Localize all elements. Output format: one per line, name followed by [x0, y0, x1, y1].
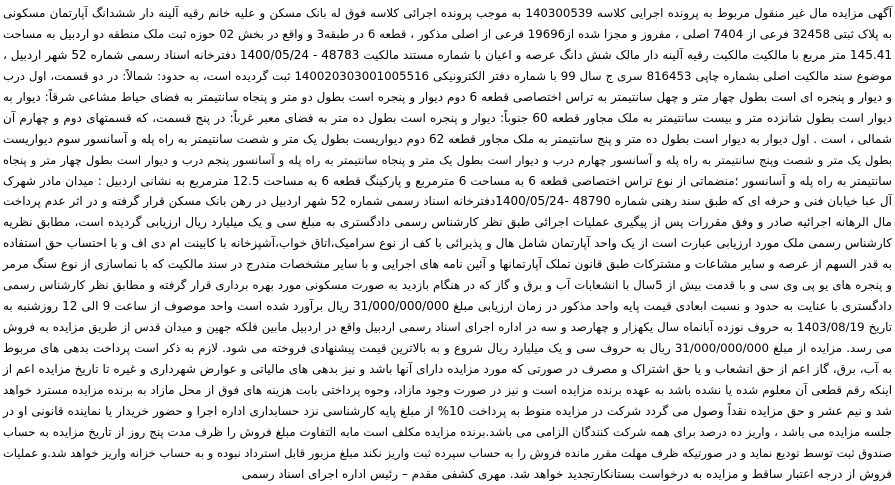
notice-line-10: آل عبا خیابان فنی و حرفه ای که طبق سند رهنی شماره 48790 -1400/05/24دفترخانه اسناد رسمی شماره 52 شهر اردبیل در رهن بانک مسکن قرار گرفته و در اثر عدم پرداخت [3, 194, 892, 209]
notice-line-13: به قدر السهم از عرصه و سایر مشاعات و مشترکات طبق قانون تملک آپارتمانها و آئین نامه های اجرایی و با سایر مشخصات مندرج در سند مالکیت که با نماسازی از نوع سنگ مرمر [2, 257, 892, 272]
notice-line-21: جلسه مزایده می باشد ، واریز ده درصد برای همه شرکت کنندگان الزامی می باشد.برنده مزایده مکلف است مابه التفاوت مبلغ فروش را ظرف مدت پنج روز از تاریخ مزایده به حساب [3, 424, 892, 439]
notice-line-2: به پلاک ثبتی 32458 فرعی از 7404 اصلی ، مفروز و مجزا شده از19696 فرعی از اصلی مذکور ، قطعه 6 در طبقه3 و واقع در بخش 02 حوزه ثبت ملک منطقه دو اردبیل به مساحت [3, 26, 892, 41]
notice-line-14: و پنجره های یو پی وی سی و با قدمت بیش از 5سال با انشعابات آب و برق و گاز که در هنگام بازدید به صورت مسکونی مورد بهره برداری قرار گرفته و مطابق نظر کارشناس رسمی [3, 278, 892, 293]
notice-line-17: می رسد. مزایده از مبلغ 31/000/000/000 ریال به حروف سی و یک میلیارد ریال شروع و به بالاترین قیمت پیشنهادی فروخته می شود. لازم به ذکر است پرداخت بدهی های مربوط [3, 341, 892, 355]
notice-line-5: و دیوار و پنجره ای است بطول چهار متر و چهل سانتیمتر به تراس اختصاصی قطعه 6 دوم دیوار و پنجره است بطول دو متر و پنجاه سانتیمتر به فضای حیاط مشاعی شرقاً: دیوار به [3, 89, 892, 104]
notice-line-19: اینکه رقم قطعی آن معلوم شده یا نشده باشد به عهده برنده مزایده است و نیز در صورت وجود مازاد، وجوه پرداختی بابت هزینه های فوق از محل مازاد به برنده مزایده مسترد خواهد [3, 382, 892, 397]
notice-line-15: دادگستری با عنایت به حدود و نسبت ابعادی قیمت پایه واحد مذکور در زمان ارزیابی مبلغ 31/000/000/000 ریال برآورد شده است واحد موصوف از ساعت 9 الی 12 روزشنبه به [3, 299, 892, 314]
notice-line-8: بطول یک متر و شصت وپنج سانتیمتر به راه پله و آسانسور چهارم درب و دیوار است بطول یک متر و پنجاه سانتیمتر به راه پله و آسانسور پنجم درب و دیوار است بطول چهار متر و پنجاه [3, 152, 892, 167]
notice-line-1: آگهی مزایده مال غیر منقول مربوط به پرونده اجرایی کلاسه 140300539 به موجب پرونده اجرائی کلاسه فوق له بانک مسکن و علیه خانم رقیه آلینه دار ششدانگ آپارتمان مسکونی [3, 6, 892, 20]
notice-line-16: تاریخ 1403/08/19 به حروف نوزده آبانماه سال یکهزار و چهارصد و سه در اداره اجرای اسناد رسمی اردبیل واقع در اردبیل مابین فلکه جهین و میدان قدس از طریق مزایده به فروش [3, 320, 892, 335]
notice-line-3: 145.41 متر مربع با مالکیت مالکیت رقیه آلینه دار مالک شش دانگ عرصه و اعیان با شماره مستند مالکیت 48783 - 1400/05/24 دفترخانه اسناد رسمی شماره 52 شهر اردبیل ، [3, 47, 892, 62]
notice-line-6: دیوار است بطول شانزده متر و بیست سانتیمتر به ملک مجاور قطعه 60 جنوباً: دیوار و پنجره است بطول ده متر به فضای معبر غرباً: در پنج قسمت، که قسمتهای دوم و چهارم آن [3, 110, 893, 125]
notice-line-22: صندوق ثبت توسط تودیع نماید و در صورتیکه ظرف مهلت مقرر مانده فروش را به حساب سپرده ثبت واریز نکند مبلغ مزبور قابل استرداد نبوده و به حساب خزانه واریز خواهد شد.و عملیات [2, 445, 892, 460]
notice-line-18: به آب، برق، گاز اعم از حق انشعاب و یا حق اشتراک و مصرف در صورتی که مورد مزایده دارای آنها باشد و نیز بدهی های مالیاتی و عوارض شهرداری و غیره تا تاریخ مزایده اعم از [3, 361, 892, 376]
notice-line-7: شمالی ، است . اول دیوار به دیوار است بطول ده متر و پنج سانتیمتر به ملک مجاور قطعه 62 دوم دیواریست بطول یک متر و شصت سانتیمتر به راه پله و آسانسور سوم دیواریست [3, 131, 892, 146]
notice-line-4: موضوع سند مالکیت اصلی بشماره چاپی 816453 سری ج سال 99 با شماره دفتر الکترونیکی 140020303001005516 ثبت گردیده است، به حدود: شمالاً: در دو قسمت، اول درب [3, 68, 892, 83]
notice-line-20: شد و نیم عشر و حق مزایده نقداً وصول می گردد شرکت در مزایده منوط به پرداخت 10% از مبلغ پایه کارشناسی نزد حسابداری اداره اجرا و حضور خریدار یا نماینده قانونی او در [3, 403, 892, 418]
notice-document [2, 3, 893, 481]
notice-line-12: کارشناس رسمی ملک مورد ارزیابی عبارت است از یک واحد آپارتمان شامل هال و پذیرائی با کف از نوع سرامیک،اتاق خواب،آشپزخانه با کابینت ام دی اف و با احتساب حق استفاده [3, 236, 892, 251]
notice-line-23: فروش از درجه اعتبار ساقط و مزایده به درخواست بستانکارتجدید خواهد شد. مهری کشفی مقدم – رئیس اداره اجرای اسناد رسمی [241, 466, 892, 481]
notice-line-11: مال الرهانه اجرائیه صادر و وفق مقررات پس از پیگیری عملیات اجرائی طبق نظر کارشناس رسمی دادگستری به مبلغ سی و یک میلیارد ریال ارزیابی گردیده است، مطابق نظریه [3, 215, 892, 230]
notice-line-9: سانتیمتر به راه پله و آسانسور ؛منضماتی از نوع تراس اختصاصی قطعه 6 به مساحت 6 مترمربع و پارکینگ قطعه 6 به مساحت 12.5 مترمربع به نشانی اردبیل : میدان مادر شهرک [3, 173, 892, 188]
